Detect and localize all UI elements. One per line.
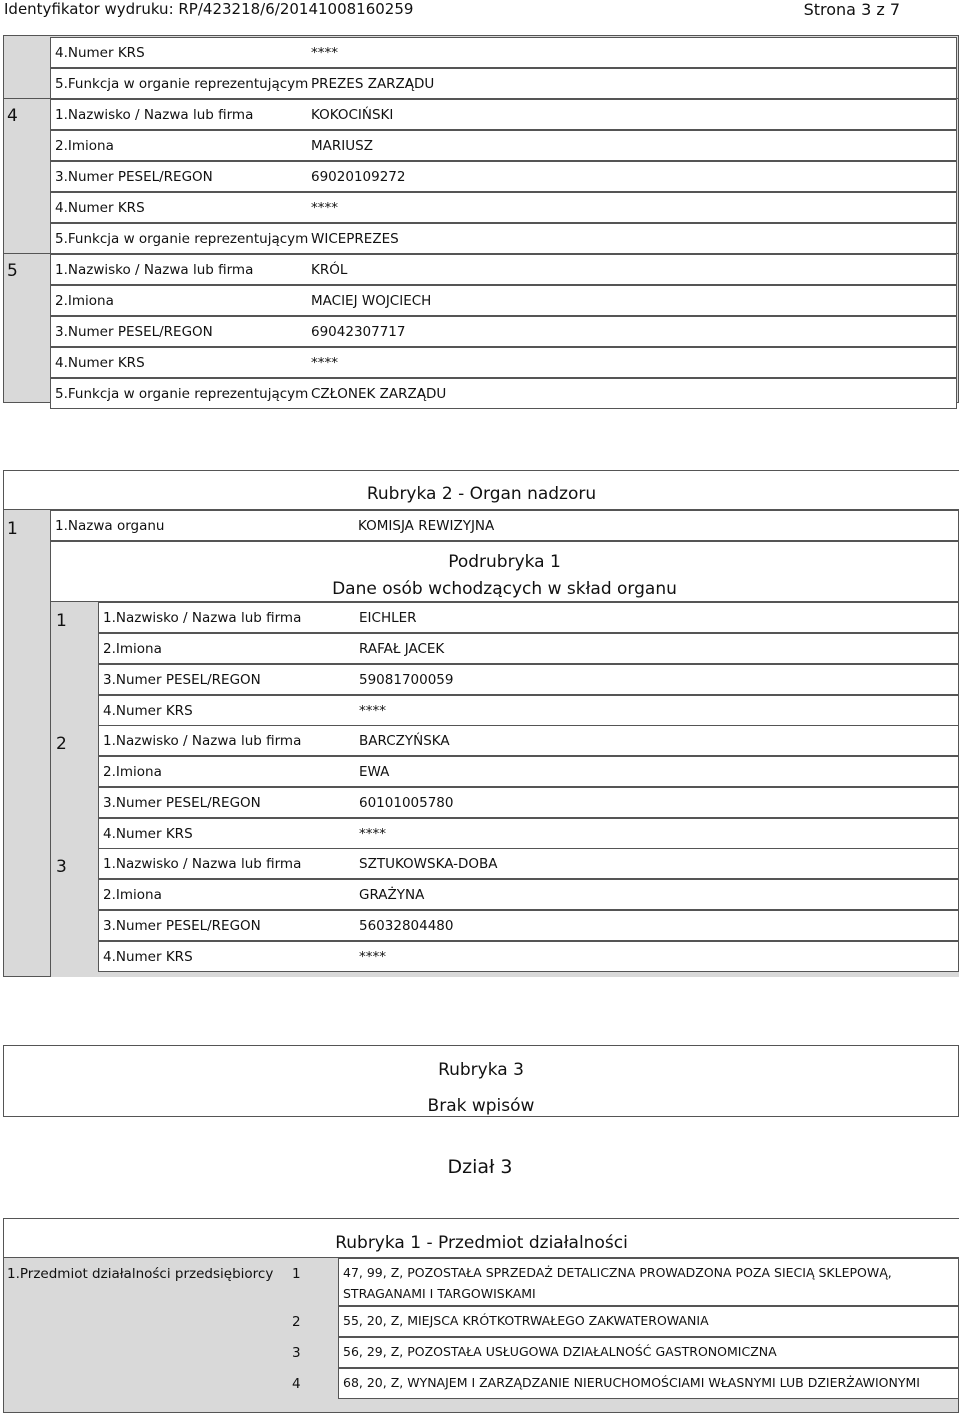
print-id: Identyfikator wydruku: RP/423218/6/20141008160259: [4, 0, 414, 18]
member-number: 2: [56, 734, 67, 754]
field-row: [98, 756, 959, 787]
field-row: [98, 910, 959, 941]
field-label: 4.Numer KRS: [103, 826, 193, 842]
field-label: 1.Nazwisko / Nazwa lub firma: [103, 733, 302, 749]
podrubryka-header: [50, 541, 959, 602]
field-value: CZŁONEK ZARZĄDU: [311, 386, 447, 402]
przedmiot-label: 1.Przedmiot działalności przedsiębiorcy: [7, 1266, 274, 1282]
activity-row: [338, 1306, 959, 1337]
activity-text: 68, 20, Z, WYNAJEM I ZARZĄDZANIE NIERUCHOMOŚCIAMI WŁASNYMI LUB DZIERŻAWIONYMI: [343, 1375, 920, 1390]
organ-name-row: [50, 510, 959, 541]
field-value: ****: [311, 200, 338, 216]
person-number: 5: [7, 261, 18, 281]
field-label: 3.Numer PESEL/REGON: [55, 324, 213, 340]
rubryka-1-section: [3, 1218, 959, 1413]
field-value: 69042307717: [311, 324, 406, 340]
field-value: ****: [359, 826, 386, 842]
rubryka-2-header: [4, 471, 959, 510]
field-value: GRAŻYNA: [359, 887, 425, 903]
field-value: MACIEJ WOJCIECH: [311, 293, 432, 309]
member-number: 3: [56, 857, 67, 877]
podrubryka-title: Podrubryka 1: [448, 552, 561, 572]
field-value: EICHLER: [359, 610, 417, 626]
field-label: 1.Nazwisko / Nazwa lub firma: [55, 262, 254, 278]
rubryka-2-title: Rubryka 2 - Organ nadzoru: [366, 484, 597, 504]
field-label: 1.Nazwisko / Nazwa lub firma: [103, 610, 302, 626]
field-label: 3.Numer PESEL/REGON: [55, 169, 213, 185]
field-value: ****: [359, 949, 386, 965]
field-label: 4.Numer KRS: [103, 703, 193, 719]
field-value: 60101005780: [359, 795, 454, 811]
field-label: 4.Numer KRS: [103, 949, 193, 965]
field-row: [50, 316, 957, 347]
prev-func-row: [50, 68, 957, 99]
rubryka-3-title: Rubryka 3: [438, 1060, 524, 1080]
field-value: ****: [311, 355, 338, 371]
field-value: KOKOCIŃSKI: [311, 107, 394, 123]
field-label: 4.Numer KRS: [55, 45, 145, 61]
field-label: 2.Imiona: [103, 641, 162, 657]
activity-text: 56, 29, Z, POZOSTAŁA USŁUGOWA DZIAŁALNOŚĆ GASTRONOMICZNA: [343, 1344, 777, 1359]
field-row: [50, 254, 957, 285]
field-row: [98, 664, 959, 695]
field-row: [98, 879, 959, 910]
field-label: 3.Numer PESEL/REGON: [103, 672, 261, 688]
prev-krs-row: [50, 37, 957, 68]
field-value: EWA: [359, 764, 390, 780]
activity-number: 4: [292, 1376, 301, 1392]
rubryka-1-title: Rubryka 1 - Przedmiot działalności: [335, 1233, 628, 1253]
field-label: 5.Funkcja w organie reprezentującym: [55, 76, 309, 92]
dzial-3-title: Dział 3: [447, 1156, 513, 1178]
field-row: [98, 725, 959, 756]
field-row: [98, 695, 959, 726]
field-value: MARIUSZ: [311, 138, 373, 154]
field-label: 1.Nazwisko / Nazwa lub firma: [55, 107, 254, 123]
field-label: 3.Numer PESEL/REGON: [103, 918, 261, 934]
field-value: 69020109272: [311, 169, 406, 185]
field-row: [98, 941, 959, 972]
field-row: [50, 130, 957, 161]
field-label: 2.Imiona: [55, 138, 114, 154]
field-label: 5.Funkcja w organie reprezentującym: [55, 231, 309, 247]
field-row: [50, 192, 957, 223]
field-row: [98, 602, 959, 633]
field-label: 1.Nazwisko / Nazwa lub firma: [103, 856, 302, 872]
field-row: [98, 848, 959, 879]
activity-number: 1: [292, 1266, 301, 1282]
field-label: 1.Nazwa organu: [55, 518, 165, 534]
organ-number: 1: [7, 519, 18, 539]
field-value: BARCZYŃSKA: [359, 733, 450, 749]
activity-text: 47, 99, Z, POZOSTAŁA SPRZEDAŻ DETALICZNA PROWADZONA POZA SIECIĄ SKLEPOWĄ,: [343, 1265, 892, 1280]
activity-row: [338, 1368, 959, 1399]
field-label: 3.Numer PESEL/REGON: [103, 795, 261, 811]
field-label: 4.Numer KRS: [55, 355, 145, 371]
activity-number: 2: [292, 1314, 301, 1330]
activity-number: 3: [292, 1345, 301, 1361]
field-row: [50, 347, 957, 378]
field-value: PREZES ZARZĄDU: [311, 76, 435, 92]
field-value: 56032804480: [359, 918, 454, 934]
field-value: ****: [359, 703, 386, 719]
field-row: [50, 99, 957, 130]
field-value: ****: [311, 45, 338, 61]
field-row: [98, 633, 959, 664]
field-label: 5.Funkcja w organie reprezentującym: [55, 386, 309, 402]
field-label: 2.Imiona: [103, 764, 162, 780]
member-number: 1: [56, 611, 67, 631]
podrubryka-subtitle: Dane osób wchodzących w skład organu: [332, 579, 677, 599]
rubryka-3-text: Brak wpisów: [427, 1096, 535, 1116]
field-row: [50, 285, 957, 316]
field-row: [50, 378, 957, 409]
activity-row: [338, 1337, 959, 1368]
representation-section: [3, 35, 959, 403]
activity-row: [338, 1258, 959, 1306]
rubryka-1-header: [4, 1219, 959, 1258]
field-value: KRÓL: [311, 262, 348, 278]
rubryka-2-section: [3, 470, 959, 977]
person-number: 4: [7, 106, 18, 126]
field-label: 2.Imiona: [103, 887, 162, 903]
field-value: RAFAŁ JACEK: [359, 641, 445, 657]
activity-text: 55, 20, Z, MIEJSCA KRÓTKOTRWAŁEGO ZAKWATEROWANIA: [343, 1313, 709, 1328]
field-row: [50, 161, 957, 192]
field-row: [50, 223, 957, 254]
field-value: KOMISJA REWIZYJNA: [358, 518, 495, 534]
field-label: 4.Numer KRS: [55, 200, 145, 216]
activity-text-cont: STRAGANAMI I TARGOWISKAMI: [343, 1286, 536, 1301]
field-row: [98, 787, 959, 818]
page-number: Strona 3 z 7: [803, 0, 900, 19]
field-value: 59081700059: [359, 672, 454, 688]
field-row: [98, 818, 959, 849]
field-value: SZTUKOWSKA-DOBA: [359, 856, 498, 872]
field-label: 2.Imiona: [55, 293, 114, 309]
rubryka-3-box: [3, 1045, 959, 1117]
field-value: WICEPREZES: [311, 231, 399, 247]
